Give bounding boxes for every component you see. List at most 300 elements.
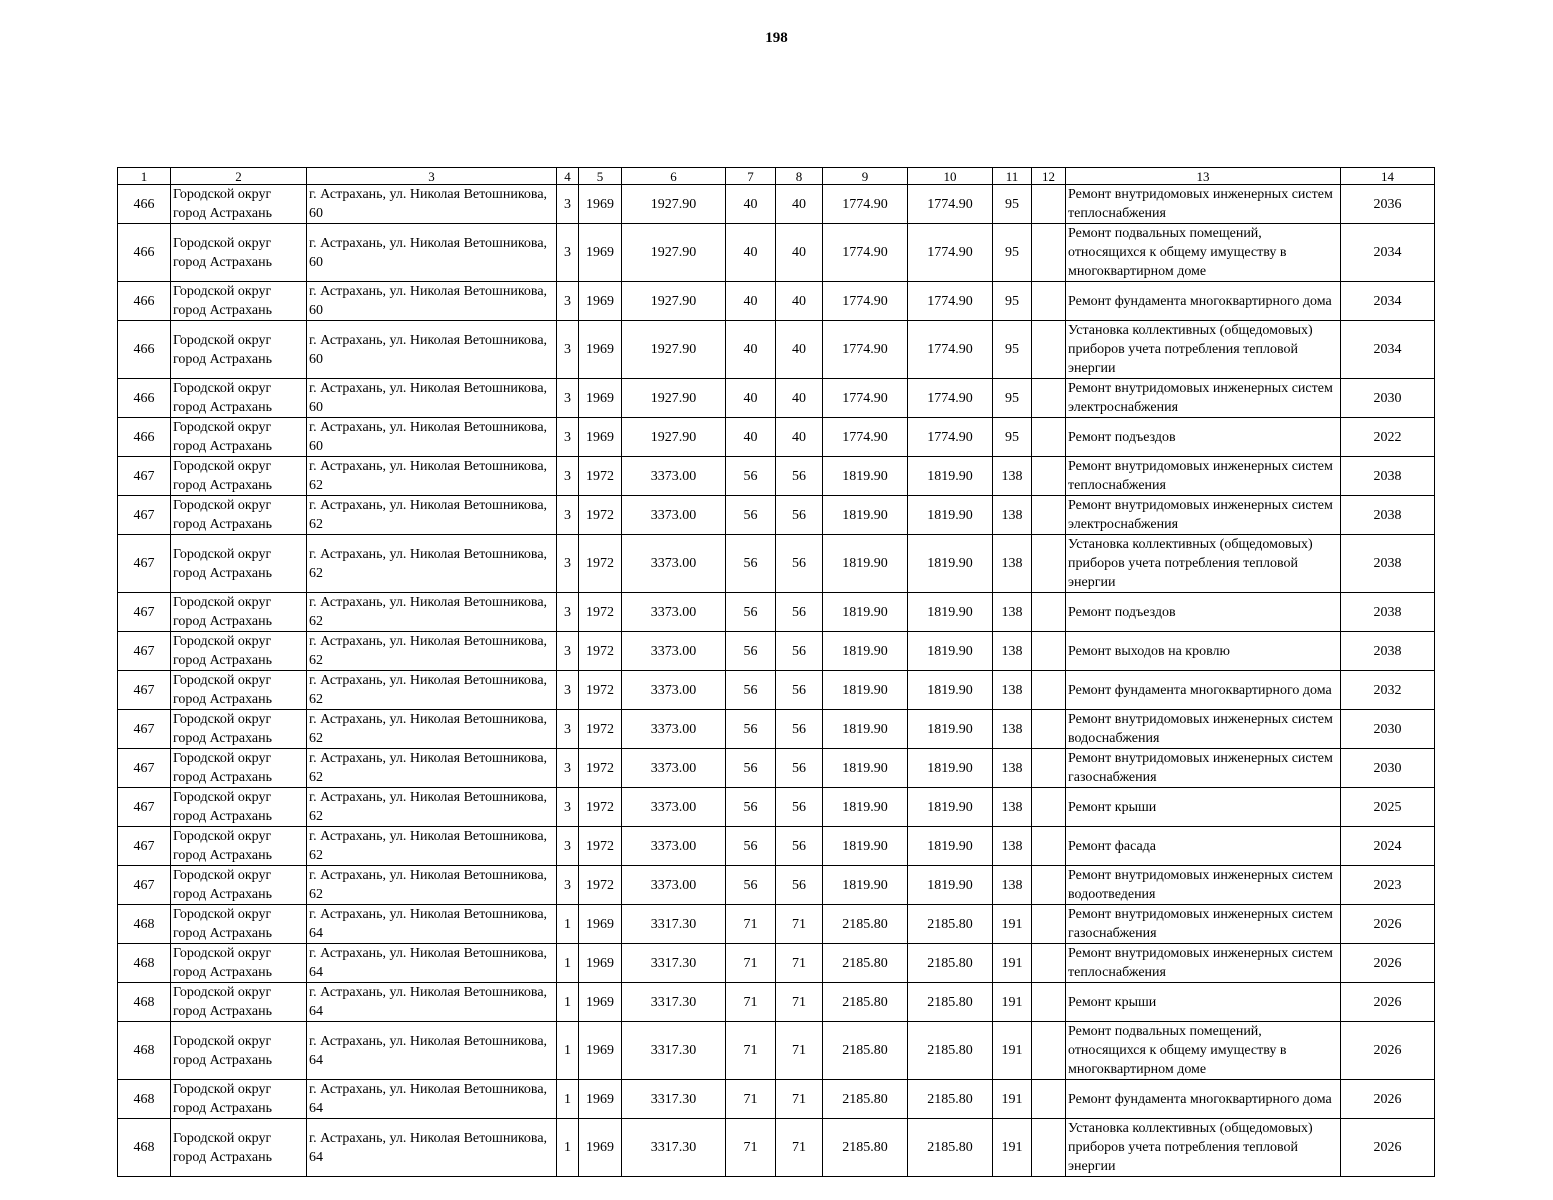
cell-col-10: 2185.80 [908, 905, 993, 944]
cell-col-7: 56 [726, 457, 776, 496]
cell-col-8: 56 [776, 671, 823, 710]
work-type: Ремонт внутридомовых инженерных систем водоснабжения [1066, 710, 1341, 749]
table-row [118, 185, 1435, 224]
table-row [118, 632, 1435, 671]
cell-col-11: 95 [993, 282, 1032, 321]
table-row [118, 1119, 1435, 1177]
row-number: 467 [118, 710, 171, 749]
cell-col-9: 1774.90 [823, 321, 908, 379]
build-year: 1969 [579, 379, 622, 418]
total-area: 3317.30 [622, 1119, 726, 1177]
page-number: 198 [765, 30, 788, 46]
cell-col-8: 71 [776, 905, 823, 944]
address: г. Астрахань, ул. Николая Ветошникова, 64 [307, 905, 557, 944]
cell-col-10: 1774.90 [908, 224, 993, 282]
row-number: 467 [118, 671, 171, 710]
cell-col-8: 40 [776, 185, 823, 224]
cell-col-11: 191 [993, 1080, 1032, 1119]
table-row [118, 749, 1435, 788]
cell-col-9: 1819.90 [823, 535, 908, 593]
municipality: Городской округ город Астрахань [171, 983, 307, 1022]
total-area: 3317.30 [622, 983, 726, 1022]
cell-col-7: 71 [726, 944, 776, 983]
cell-col-4: 3 [557, 749, 579, 788]
table-row [118, 710, 1435, 749]
cell-col-4: 3 [557, 535, 579, 593]
address: г. Астрахань, ул. Николая Ветошникова, 62 [307, 827, 557, 866]
address: г. Астрахань, ул. Николая Ветошникова, 62 [307, 866, 557, 905]
municipality: Городской округ город Астрахань [171, 1119, 307, 1177]
cell-col-12 [1032, 224, 1066, 282]
planned-year: 2026 [1341, 1080, 1435, 1119]
row-number: 467 [118, 827, 171, 866]
cell-col-8: 56 [776, 593, 823, 632]
build-year: 1972 [579, 671, 622, 710]
cell-col-11: 191 [993, 1022, 1032, 1080]
cell-col-11: 191 [993, 944, 1032, 983]
cell-col-9: 1819.90 [823, 632, 908, 671]
cell-col-12 [1032, 983, 1066, 1022]
planned-year: 2036 [1341, 185, 1435, 224]
cell-col-12 [1032, 905, 1066, 944]
cell-col-12 [1032, 321, 1066, 379]
cell-col-10: 1774.90 [908, 321, 993, 379]
total-area: 3317.30 [622, 1080, 726, 1119]
cell-col-10: 1774.90 [908, 418, 993, 457]
total-area: 3373.00 [622, 788, 726, 827]
work-type: Ремонт фундамента многоквартирного дома [1066, 671, 1341, 710]
cell-col-10: 2185.80 [908, 1022, 993, 1080]
cell-col-9: 1774.90 [823, 418, 908, 457]
planned-year: 2023 [1341, 866, 1435, 905]
build-year: 1969 [579, 983, 622, 1022]
cell-col-8: 56 [776, 535, 823, 593]
municipality: Городской округ город Астрахань [171, 379, 307, 418]
cell-col-12 [1032, 749, 1066, 788]
planned-year: 2038 [1341, 593, 1435, 632]
cell-col-4: 1 [557, 944, 579, 983]
municipality: Городской округ город Астрахань [171, 632, 307, 671]
cell-col-9: 1819.90 [823, 671, 908, 710]
col-header: 6 [622, 168, 726, 185]
col-header: 12 [1032, 168, 1066, 185]
address: г. Астрахань, ул. Николая Ветошникова, 62 [307, 671, 557, 710]
work-type: Ремонт внутридомовых инженерных систем теплоснабжения [1066, 457, 1341, 496]
cell-col-9: 2185.80 [823, 983, 908, 1022]
build-year: 1972 [579, 827, 622, 866]
cell-col-4: 3 [557, 788, 579, 827]
municipality: Городской округ город Астрахань [171, 496, 307, 535]
cell-col-10: 2185.80 [908, 944, 993, 983]
col-header: 7 [726, 168, 776, 185]
row-number: 467 [118, 457, 171, 496]
cell-col-10: 1819.90 [908, 457, 993, 496]
build-year: 1969 [579, 185, 622, 224]
row-number: 468 [118, 983, 171, 1022]
address: г. Астрахань, ул. Николая Ветошникова, 62 [307, 496, 557, 535]
address: г. Астрахань, ул. Николая Ветошникова, 62 [307, 457, 557, 496]
address: г. Астрахань, ул. Николая Ветошникова, 64 [307, 1119, 557, 1177]
address: г. Астрахань, ул. Николая Ветошникова, 60 [307, 321, 557, 379]
cell-col-12 [1032, 788, 1066, 827]
table-row [118, 788, 1435, 827]
row-number: 467 [118, 496, 171, 535]
cell-col-11: 95 [993, 224, 1032, 282]
table-row [118, 671, 1435, 710]
cell-col-4: 1 [557, 905, 579, 944]
cell-col-9: 1774.90 [823, 282, 908, 321]
address: г. Астрахань, ул. Николая Ветошникова, 62 [307, 710, 557, 749]
build-year: 1972 [579, 710, 622, 749]
table-row [118, 418, 1435, 457]
cell-col-11: 138 [993, 749, 1032, 788]
work-type: Ремонт внутридомовых инженерных систем теплоснабжения [1066, 944, 1341, 983]
cell-col-7: 56 [726, 866, 776, 905]
cell-col-12 [1032, 379, 1066, 418]
planned-year: 2038 [1341, 457, 1435, 496]
col-header: 14 [1341, 168, 1435, 185]
municipality: Городской округ город Астрахань [171, 418, 307, 457]
work-type: Ремонт фундамента многоквартирного дома [1066, 282, 1341, 321]
build-year: 1969 [579, 418, 622, 457]
work-type: Ремонт внутридомовых инженерных систем электроснабжения [1066, 496, 1341, 535]
planned-year: 2026 [1341, 944, 1435, 983]
total-area: 3373.00 [622, 866, 726, 905]
cell-col-8: 40 [776, 224, 823, 282]
address: г. Астрахань, ул. Николая Ветошникова, 62 [307, 749, 557, 788]
cell-col-8: 71 [776, 1022, 823, 1080]
table-body [118, 185, 1435, 1177]
col-header: 8 [776, 168, 823, 185]
municipality: Городской округ город Астрахань [171, 457, 307, 496]
table-row [118, 457, 1435, 496]
address: г. Астрахань, ул. Николая Ветошникова, 62 [307, 788, 557, 827]
cell-col-11: 138 [993, 632, 1032, 671]
cell-col-9: 2185.80 [823, 944, 908, 983]
table-row [118, 944, 1435, 983]
cell-col-4: 3 [557, 671, 579, 710]
municipality: Городской округ город Астрахань [171, 282, 307, 321]
cell-col-4: 3 [557, 457, 579, 496]
row-number: 466 [118, 224, 171, 282]
cell-col-4: 1 [557, 1022, 579, 1080]
total-area: 1927.90 [622, 379, 726, 418]
cell-col-9: 1774.90 [823, 379, 908, 418]
total-area: 3373.00 [622, 535, 726, 593]
col-header: 13 [1066, 168, 1341, 185]
municipality: Городской округ город Астрахань [171, 321, 307, 379]
table-row [118, 1022, 1435, 1080]
build-year: 1972 [579, 749, 622, 788]
cell-col-9: 1774.90 [823, 185, 908, 224]
work-type: Ремонт внутридомовых инженерных систем газоснабжения [1066, 905, 1341, 944]
row-number: 466 [118, 185, 171, 224]
cell-col-11: 191 [993, 983, 1032, 1022]
cell-col-12 [1032, 1119, 1066, 1177]
cell-col-9: 1819.90 [823, 496, 908, 535]
row-number: 468 [118, 1080, 171, 1119]
cell-col-7: 40 [726, 321, 776, 379]
cell-col-7: 71 [726, 1022, 776, 1080]
municipality: Городской округ город Астрахань [171, 827, 307, 866]
cell-col-4: 1 [557, 1080, 579, 1119]
municipality: Городской округ город Астрахань [171, 1022, 307, 1080]
cell-col-10: 1774.90 [908, 379, 993, 418]
work-type: Ремонт внутридомовых инженерных систем водоотведения [1066, 866, 1341, 905]
build-year: 1972 [579, 866, 622, 905]
cell-col-7: 56 [726, 535, 776, 593]
cell-col-10: 2185.80 [908, 983, 993, 1022]
build-year: 1972 [579, 593, 622, 632]
municipality: Городской округ город Астрахань [171, 866, 307, 905]
cell-col-7: 71 [726, 983, 776, 1022]
row-number: 467 [118, 593, 171, 632]
table-header [118, 168, 1435, 185]
build-year: 1969 [579, 1119, 622, 1177]
address: г. Астрахань, ул. Николая Ветошникова, 62 [307, 535, 557, 593]
cell-col-8: 71 [776, 944, 823, 983]
cell-col-8: 56 [776, 496, 823, 535]
cell-col-7: 40 [726, 282, 776, 321]
cell-col-8: 56 [776, 866, 823, 905]
table-row [118, 496, 1435, 535]
cell-col-8: 56 [776, 788, 823, 827]
work-type: Ремонт фундамента многоквартирного дома [1066, 1080, 1341, 1119]
work-type: Ремонт подъездов [1066, 418, 1341, 457]
table-row [118, 905, 1435, 944]
cell-col-12 [1032, 185, 1066, 224]
municipality: Городской округ город Астрахань [171, 944, 307, 983]
cell-col-4: 3 [557, 224, 579, 282]
cell-col-11: 138 [993, 710, 1032, 749]
cell-col-7: 56 [726, 788, 776, 827]
cell-col-8: 40 [776, 321, 823, 379]
work-type: Установка коллективных (общедомовых) приборов учета потребления тепловой энергии [1066, 321, 1341, 379]
build-year: 1969 [579, 282, 622, 321]
cell-col-9: 1819.90 [823, 710, 908, 749]
address: г. Астрахань, ул. Николая Ветошникова, 64 [307, 1080, 557, 1119]
cell-col-7: 56 [726, 827, 776, 866]
cell-col-9: 1819.90 [823, 749, 908, 788]
work-type: Установка коллективных (общедомовых) приборов учета потребления тепловой энергии [1066, 535, 1341, 593]
municipality: Городской округ город Астрахань [171, 788, 307, 827]
cell-col-11: 95 [993, 321, 1032, 379]
address: г. Астрахань, ул. Николая Ветошникова, 60 [307, 418, 557, 457]
row-number: 467 [118, 866, 171, 905]
planned-year: 2026 [1341, 1119, 1435, 1177]
cell-col-12 [1032, 632, 1066, 671]
cell-col-4: 3 [557, 710, 579, 749]
cell-col-10: 1819.90 [908, 632, 993, 671]
planned-year: 2026 [1341, 1022, 1435, 1080]
table-row [118, 866, 1435, 905]
cell-col-11: 191 [993, 905, 1032, 944]
cell-col-12 [1032, 710, 1066, 749]
cell-col-11: 138 [993, 535, 1032, 593]
cell-col-4: 3 [557, 185, 579, 224]
cell-col-8: 71 [776, 983, 823, 1022]
work-type: Ремонт внутридомовых инженерных систем электроснабжения [1066, 379, 1341, 418]
cell-col-12 [1032, 535, 1066, 593]
col-header: 1 [118, 168, 171, 185]
row-number: 467 [118, 632, 171, 671]
total-area: 3317.30 [622, 944, 726, 983]
col-header: 10 [908, 168, 993, 185]
total-area: 3373.00 [622, 710, 726, 749]
address: г. Астрахань, ул. Николая Ветошникова, 60 [307, 379, 557, 418]
municipality: Городской округ город Астрахань [171, 535, 307, 593]
table-row [118, 282, 1435, 321]
table-row [118, 593, 1435, 632]
table-row [118, 321, 1435, 379]
cell-col-7: 40 [726, 379, 776, 418]
cell-col-12 [1032, 593, 1066, 632]
cell-col-9: 2185.80 [823, 1022, 908, 1080]
table-row [118, 983, 1435, 1022]
cell-col-8: 56 [776, 632, 823, 671]
cell-col-8: 71 [776, 1080, 823, 1119]
address: г. Астрахань, ул. Николая Ветошникова, 60 [307, 224, 557, 282]
cell-col-4: 3 [557, 379, 579, 418]
cell-col-11: 95 [993, 418, 1032, 457]
work-type: Ремонт внутридомовых инженерных систем теплоснабжения [1066, 185, 1341, 224]
municipality: Городской округ город Астрахань [171, 710, 307, 749]
cell-col-11: 95 [993, 379, 1032, 418]
col-header: 11 [993, 168, 1032, 185]
cell-col-7: 71 [726, 1119, 776, 1177]
total-area: 3317.30 [622, 905, 726, 944]
cell-col-10: 1774.90 [908, 185, 993, 224]
cell-col-10: 1819.90 [908, 827, 993, 866]
row-number: 467 [118, 535, 171, 593]
build-year: 1969 [579, 321, 622, 379]
address: г. Астрахань, ул. Николая Ветошникова, 62 [307, 593, 557, 632]
planned-year: 2034 [1341, 321, 1435, 379]
total-area: 1927.90 [622, 321, 726, 379]
address: г. Астрахань, ул. Николая Ветошникова, 60 [307, 282, 557, 321]
cell-col-8: 40 [776, 418, 823, 457]
cell-col-7: 71 [726, 1080, 776, 1119]
cell-col-11: 138 [993, 671, 1032, 710]
row-number: 466 [118, 282, 171, 321]
planned-year: 2038 [1341, 535, 1435, 593]
cell-col-12 [1032, 671, 1066, 710]
cell-col-11: 138 [993, 496, 1032, 535]
cell-col-8: 71 [776, 1119, 823, 1177]
work-type: Ремонт крыши [1066, 788, 1341, 827]
municipality: Городской округ город Астрахань [171, 1080, 307, 1119]
planned-year: 2030 [1341, 710, 1435, 749]
cell-col-7: 40 [726, 224, 776, 282]
row-number: 468 [118, 905, 171, 944]
table-row [118, 379, 1435, 418]
cell-col-11: 138 [993, 457, 1032, 496]
col-header: 5 [579, 168, 622, 185]
row-number: 467 [118, 788, 171, 827]
cell-col-10: 2185.80 [908, 1119, 993, 1177]
cell-col-4: 3 [557, 632, 579, 671]
cell-col-4: 1 [557, 983, 579, 1022]
work-type: Ремонт подъездов [1066, 593, 1341, 632]
cell-col-7: 56 [726, 632, 776, 671]
cell-col-4: 1 [557, 1119, 579, 1177]
row-number: 468 [118, 1022, 171, 1080]
repair-schedule-table [117, 167, 1435, 1177]
table-row [118, 1080, 1435, 1119]
cell-col-10: 1819.90 [908, 710, 993, 749]
build-year: 1972 [579, 788, 622, 827]
cell-col-9: 1819.90 [823, 788, 908, 827]
cell-col-4: 3 [557, 282, 579, 321]
work-type: Ремонт фасада [1066, 827, 1341, 866]
row-number: 468 [118, 944, 171, 983]
planned-year: 2030 [1341, 749, 1435, 788]
build-year: 1969 [579, 1080, 622, 1119]
work-type: Ремонт подвальных помещений, относящихся к общему имуществу в многоквартирном доме [1066, 224, 1341, 282]
cell-col-4: 3 [557, 321, 579, 379]
cell-col-10: 1819.90 [908, 749, 993, 788]
cell-col-7: 56 [726, 671, 776, 710]
cell-col-7: 71 [726, 905, 776, 944]
row-number: 468 [118, 1119, 171, 1177]
header-row [118, 168, 1435, 185]
total-area: 3373.00 [622, 671, 726, 710]
cell-col-7: 40 [726, 418, 776, 457]
build-year: 1969 [579, 905, 622, 944]
cell-col-10: 1774.90 [908, 282, 993, 321]
cell-col-11: 191 [993, 1119, 1032, 1177]
municipality: Городской округ город Астрахань [171, 905, 307, 944]
total-area: 1927.90 [622, 282, 726, 321]
address: г. Астрахань, ул. Николая Ветошникова, 64 [307, 944, 557, 983]
planned-year: 2034 [1341, 282, 1435, 321]
cell-col-8: 56 [776, 749, 823, 788]
total-area: 3373.00 [622, 749, 726, 788]
cell-col-11: 95 [993, 185, 1032, 224]
build-year: 1972 [579, 632, 622, 671]
work-type: Ремонт подвальных помещений, относящихся к общему имуществу в многоквартирном доме [1066, 1022, 1341, 1080]
cell-col-4: 3 [557, 496, 579, 535]
row-number: 466 [118, 379, 171, 418]
work-type: Ремонт выходов на кровлю [1066, 632, 1341, 671]
cell-col-10: 1819.90 [908, 535, 993, 593]
cell-col-11: 138 [993, 593, 1032, 632]
total-area: 3373.00 [622, 593, 726, 632]
cell-col-12 [1032, 282, 1066, 321]
col-header: 2 [171, 168, 307, 185]
cell-col-11: 138 [993, 866, 1032, 905]
planned-year: 2038 [1341, 632, 1435, 671]
cell-col-9: 1819.90 [823, 827, 908, 866]
row-number: 467 [118, 749, 171, 788]
cell-col-12 [1032, 1080, 1066, 1119]
total-area: 3373.00 [622, 496, 726, 535]
col-header: 4 [557, 168, 579, 185]
cell-col-10: 2185.80 [908, 1080, 993, 1119]
cell-col-12 [1032, 457, 1066, 496]
total-area: 1927.90 [622, 418, 726, 457]
cell-col-8: 40 [776, 282, 823, 321]
planned-year: 2038 [1341, 496, 1435, 535]
planned-year: 2034 [1341, 224, 1435, 282]
cell-col-9: 1819.90 [823, 593, 908, 632]
cell-col-9: 1819.90 [823, 457, 908, 496]
cell-col-7: 56 [726, 593, 776, 632]
cell-col-9: 1819.90 [823, 866, 908, 905]
total-area: 3373.00 [622, 632, 726, 671]
cell-col-12 [1032, 418, 1066, 457]
address: г. Астрахань, ул. Николая Ветошникова, 62 [307, 632, 557, 671]
